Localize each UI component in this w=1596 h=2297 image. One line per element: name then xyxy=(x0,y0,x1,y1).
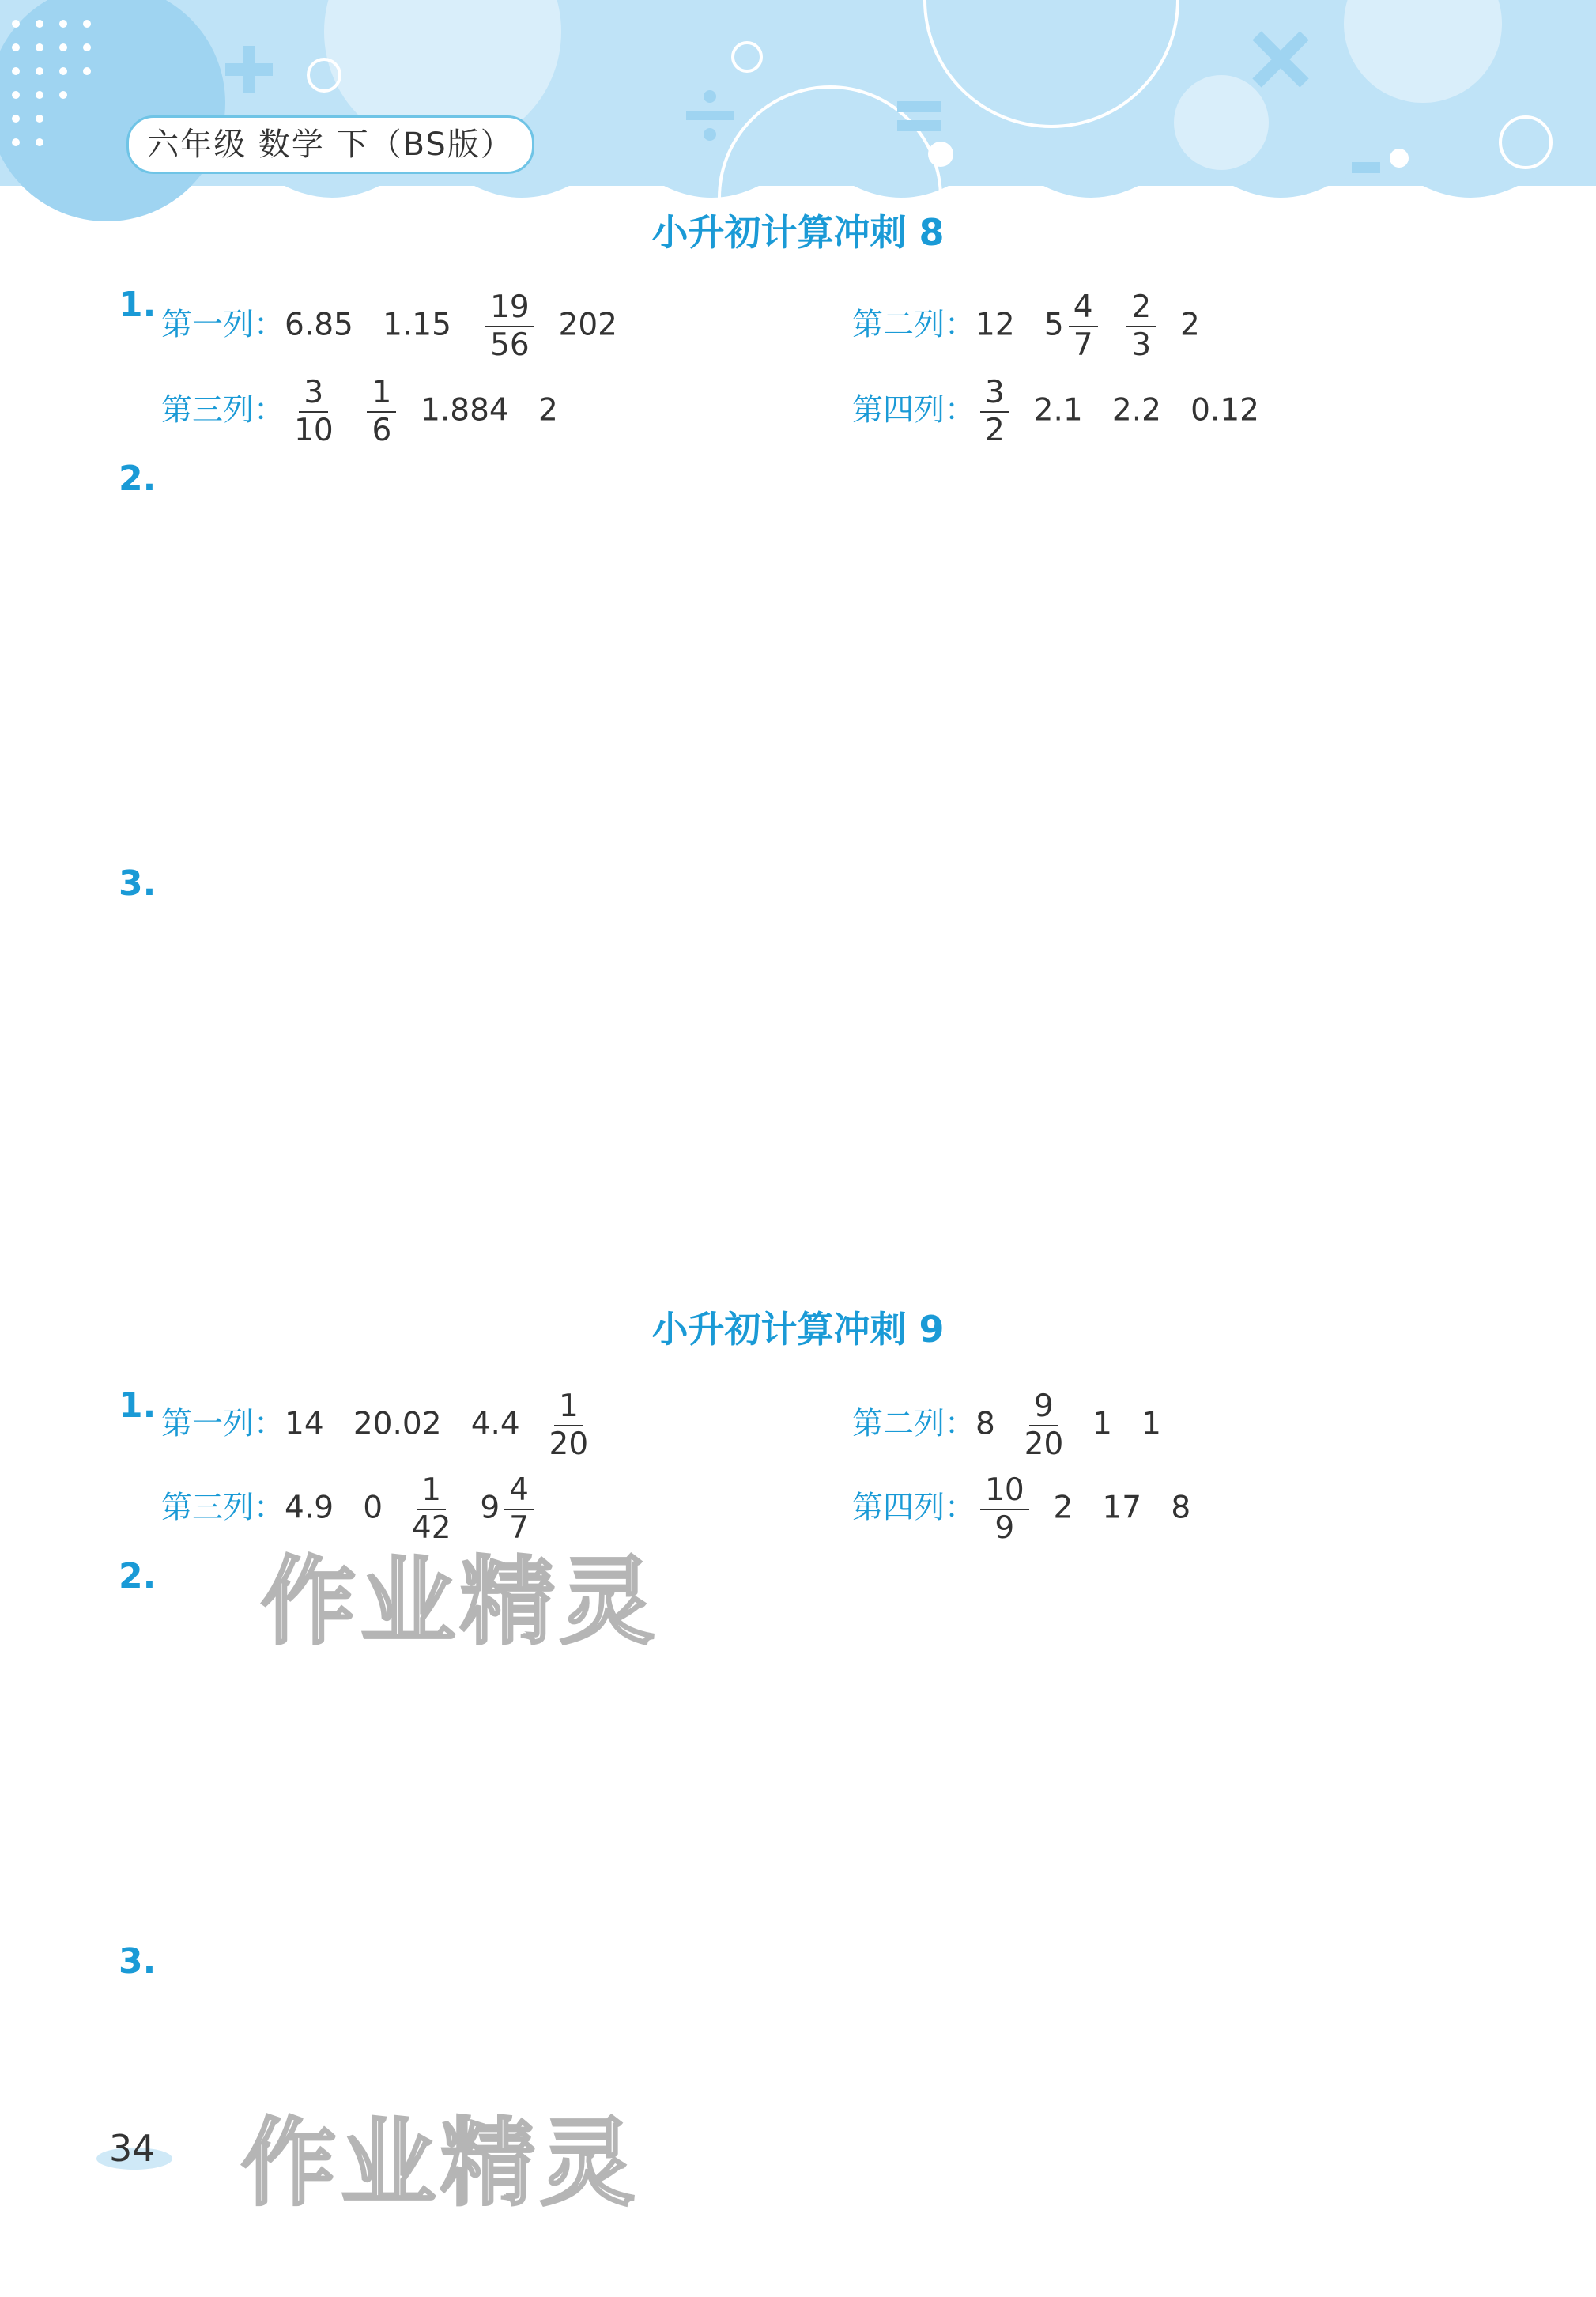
answer-row: 第二列：12 5 $\frac{4}{7}$ $\frac{2}{3}$ 2 xyxy=(852,289,1200,363)
book-tag: 六年级 数学 下（BS版） xyxy=(126,115,534,174)
question-number: 2. xyxy=(119,1556,157,1596)
column-label: 第二列： xyxy=(852,307,976,343)
fraction: $\frac{9}{20}$ xyxy=(1024,1388,1064,1462)
answer-row: 第三列： $\frac{3}{10}$ $\frac{1}{6}$ 1.884 2 xyxy=(161,375,558,448)
fraction: $\frac{1}{6}$ xyxy=(367,375,396,449)
answer-row: 第四列： $\frac{3}{2}$ 2.1 2.2 0.12 xyxy=(852,375,1259,448)
fraction: $\frac{1}{42}$ xyxy=(411,1472,451,1546)
page-number-badge xyxy=(96,2127,172,2170)
question-number: 3. xyxy=(119,863,157,904)
fraction: $\frac{19}{56}$ xyxy=(485,289,534,364)
column-label: 第四列： xyxy=(852,392,976,429)
column-label: 第三列： xyxy=(161,1490,285,1526)
fraction: $\frac{3}{2}$ xyxy=(980,375,1009,449)
answer-row: 第一列：14 20.02 4.4 $\frac{1}{20}$ xyxy=(161,1388,598,1463)
question-number: 1. xyxy=(119,285,157,325)
fraction: $\frac{3}{10}$ xyxy=(294,375,334,448)
fraction: $\frac{1}{20}$ xyxy=(549,1388,589,1462)
question-number: 2. xyxy=(119,459,157,499)
fraction: $\frac{4}{7}$ xyxy=(1069,289,1098,364)
watermark: 作业精灵 xyxy=(261,1547,659,1657)
answer-row: 第四列： $\frac{10}{9}$ 2 17 8 xyxy=(852,1472,1191,1546)
section-title-9: 小升初计算冲刺 9 xyxy=(651,1308,945,1351)
question-number: 1. xyxy=(119,1385,157,1426)
fraction: $\frac{4}{7}$ xyxy=(504,1472,534,1547)
answer-row: 第二列：8 $\frac{9}{20}$ 1 1 xyxy=(852,1388,1161,1462)
answer-row: 第一列：6.85 1.15 $\frac{19}{56}$ 202 xyxy=(161,289,617,363)
answer-row: 第三列：4.9 0 $\frac{1}{42}$ 9 $\frac{4}{7}$ xyxy=(161,1472,538,1547)
column-label: 第三列： xyxy=(161,392,285,429)
page-number: 34 xyxy=(109,2127,156,2170)
section-title-8: 小升初计算冲刺 8 xyxy=(651,211,945,254)
watermark: 作业精灵 xyxy=(241,2109,640,2219)
column-label: 第一列： xyxy=(161,1406,285,1442)
column-label: 第二列： xyxy=(852,1406,976,1442)
column-label: 第一列： xyxy=(161,307,285,343)
question-number: 3. xyxy=(119,1941,157,1982)
column-label: 第四列： xyxy=(852,1490,976,1526)
fraction: $\frac{10}{9}$ xyxy=(980,1472,1029,1547)
fraction: $\frac{2}{3}$ xyxy=(1126,289,1156,364)
